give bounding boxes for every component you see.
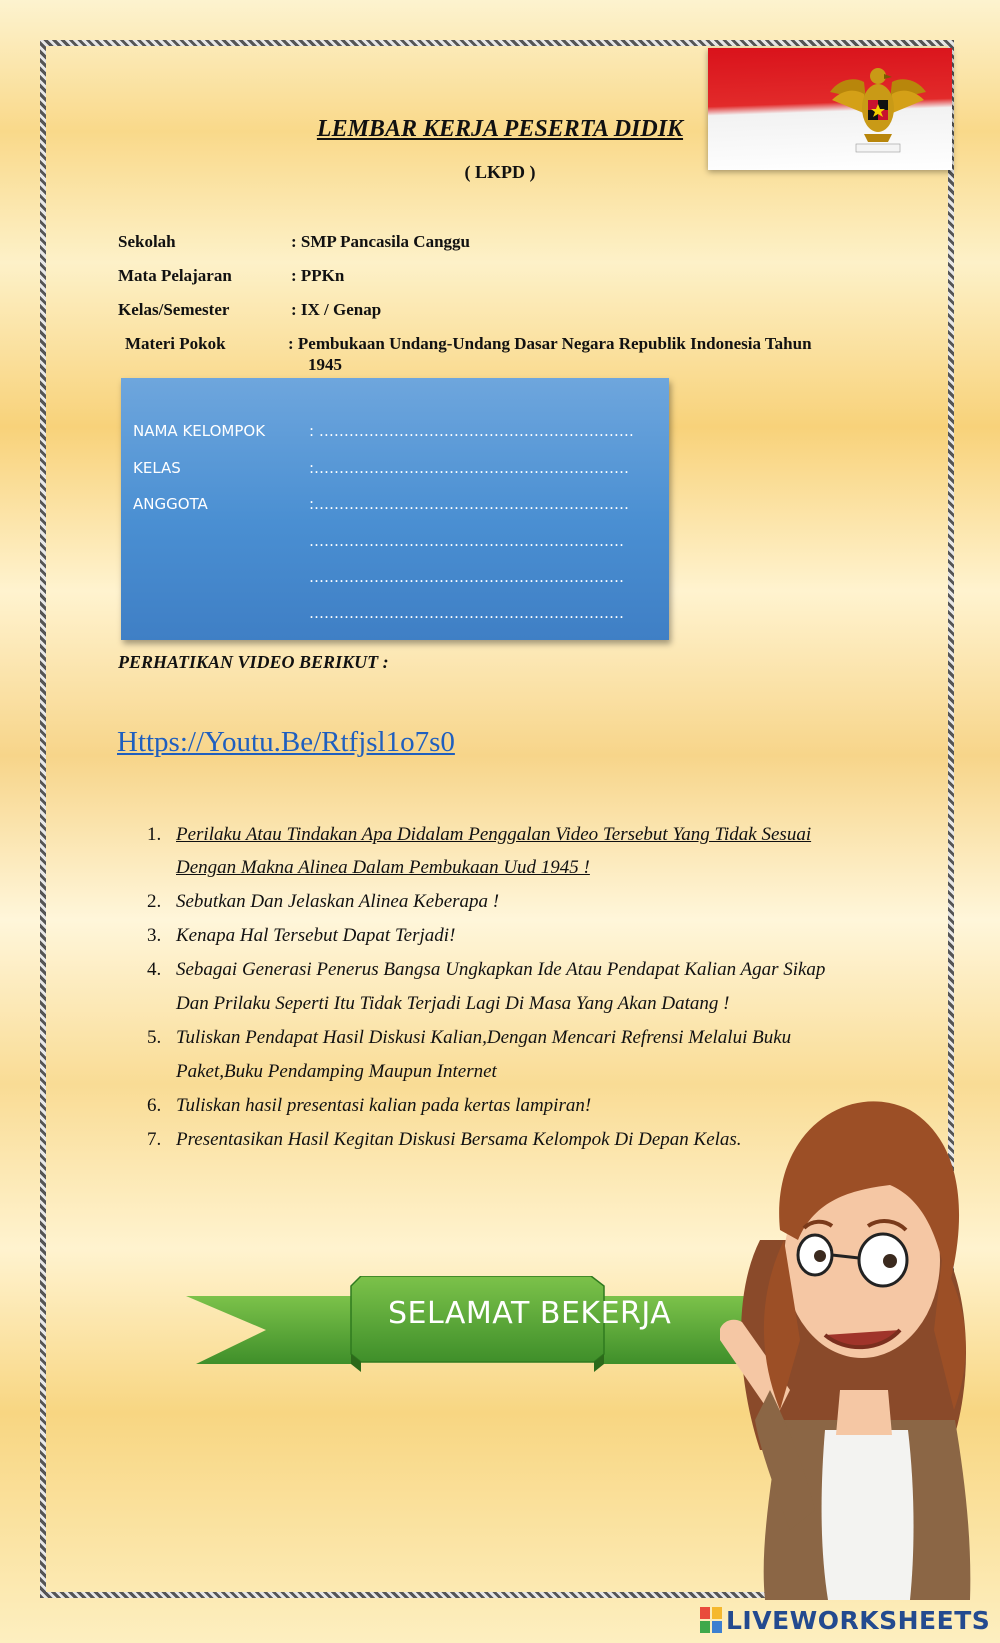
- question-text: Sebutkan Dan Jelaskan Alinea Keberapa !: [176, 891, 500, 912]
- kelas-semester-label: Kelas/Semester: [118, 300, 230, 319]
- question-number: 5.: [147, 1027, 162, 1048]
- indonesia-flag-image: [708, 48, 952, 170]
- anggota-field-3[interactable]: ………………………………………………………: [309, 568, 624, 586]
- question-number: 4.: [147, 959, 162, 980]
- question-text: Kenapa Hal Tersebut Dapat Terjadi!: [176, 925, 456, 946]
- materi-value-continued: 1945: [308, 355, 342, 374]
- anggota-label: ANGGOTA: [133, 495, 208, 513]
- kelas-semester-value: : IX / Genap: [291, 300, 382, 319]
- question-text: Dengan Makna Alinea Dalam Pembukaan Uud 1945 !: [176, 857, 590, 878]
- question-text: Tuliskan Pendapat Hasil Diskusi Kalian,Dengan Mencari Refrensi Melalui Buku: [176, 1027, 792, 1048]
- mapel-label: Mata Pelajaran: [118, 266, 232, 285]
- page-subtitle: ( LKPD ): [464, 162, 536, 182]
- video-link[interactable]: Https://Youtu.Be/Rtfjsl1o7s0: [117, 726, 455, 758]
- question-number: 3.: [147, 925, 162, 946]
- question-number: 2.: [147, 891, 162, 912]
- question-number: 1.: [147, 824, 162, 845]
- question-text: Presentasikan Hasil Kegitan Diskusi Bersama Kelompok Di Depan Kelas.: [176, 1129, 742, 1150]
- question-number: 6.: [147, 1095, 162, 1116]
- garuda-emblem-icon: [708, 48, 952, 170]
- page-title: LEMBAR KERJA PESERTA DIDIK: [316, 116, 684, 142]
- sekolah-label: Sekolah: [118, 232, 176, 251]
- anggota-field-2[interactable]: ………………………………………………………: [309, 532, 624, 550]
- nama-kelompok-field[interactable]: : ………………………………………………………: [309, 422, 634, 440]
- liveworksheets-logo-text: LIVEWORKSHEETS: [726, 1606, 991, 1635]
- question-text: Tuliskan hasil presentasi kalian pada kertas lampiran!: [176, 1095, 592, 1116]
- group-identity-box: [121, 378, 669, 640]
- sekolah-value: : SMP Pancasila Canggu: [291, 232, 470, 251]
- question-text: Paket,Buku Pendamping Maupun Internet: [176, 1061, 497, 1082]
- materi-value: : Pembukaan Undang-Undang Dasar Negara Republik Indonesia Tahun: [288, 334, 812, 353]
- question-text: Perilaku Atau Tindakan Apa Didalam Penggalan Video Tersebut Yang Tidak Sesuai: [176, 824, 812, 845]
- question-text: Dan Prilaku Seperti Itu Tidak Terjadi Lagi Di Masa Yang Akan Datang !: [176, 993, 730, 1014]
- video-instruction: PERHATIKAN VIDEO BERIKUT :: [118, 652, 389, 672]
- mapel-value: : PPKn: [291, 266, 345, 285]
- anggota-field-4[interactable]: ………………………………………………………: [309, 604, 624, 622]
- anggota-field[interactable]: :………………………………………………………: [309, 495, 630, 513]
- materi-label: Materi Pokok: [125, 334, 226, 353]
- question-number: 7.: [147, 1129, 162, 1150]
- liveworksheets-logo: [700, 1606, 990, 1635]
- kelas-field[interactable]: :………………………………………………………: [309, 459, 630, 477]
- teacher-cartoon-image: [720, 1090, 982, 1600]
- nama-kelompok-label: NAMA KELOMPOK: [133, 422, 266, 440]
- liveworksheets-badge-icon: [700, 1607, 722, 1633]
- question-text: Sebagai Generasi Penerus Bangsa Ungkapkan Ide Atau Pendapat Kalian Agar Sikap: [176, 959, 826, 980]
- kelas-label: KELAS: [133, 459, 181, 477]
- banner-text: SELAMAT BEKERJA: [388, 1296, 672, 1331]
